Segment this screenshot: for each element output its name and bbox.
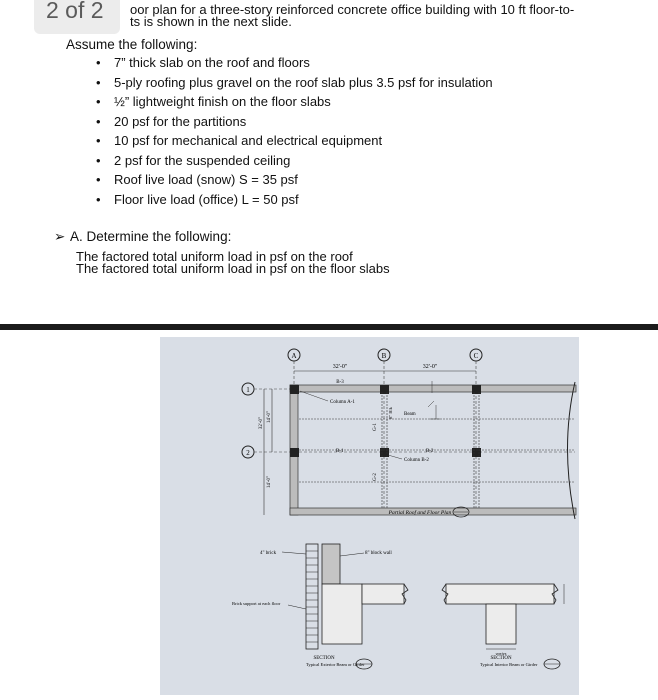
column-a2 <box>290 448 299 457</box>
structural-drawing <box>160 337 579 695</box>
label-column-b2: Column B-2 <box>404 458 429 463</box>
bullet-icon: • <box>96 113 101 129</box>
label-g2: G-2 <box>373 473 378 481</box>
list-item: • ½” lightweight finish on the floor slabs <box>96 92 493 112</box>
column-c1 <box>472 385 481 394</box>
slide-text-panel <box>0 0 658 324</box>
arrow-bullet-icon: ➢ <box>54 229 66 244</box>
grid-bubble-b <box>378 349 390 361</box>
label-4-brick: 4" brick <box>260 551 277 556</box>
top-wall <box>290 385 576 392</box>
label-g1: G-1 <box>373 423 378 431</box>
svg-text:B: B <box>381 352 387 360</box>
section1-title: SECTION <box>313 656 335 661</box>
column-a1 <box>290 385 299 394</box>
svg-text:1: 1 <box>246 386 250 394</box>
grid-bubble-a <box>288 349 300 361</box>
list-item: • 2 psf for the suspended ceiling <box>96 151 493 171</box>
label-8-block: 8" block wall <box>365 551 392 556</box>
svg-text:C: C <box>473 352 479 360</box>
label-b2: B-2 <box>426 449 434 454</box>
question-floor: The factored total uniform load in psf on the floor slabs <box>76 261 390 276</box>
grid-bubble-c <box>470 349 482 361</box>
slide-figure-panel <box>0 330 658 700</box>
section2-sub: Typical Interior Beam or Girder <box>480 662 538 667</box>
label-column-a1: Column A-1 <box>330 400 355 405</box>
assumption-list <box>96 53 493 209</box>
question-roof: The factored total uniform load in psf on the roof <box>76 249 353 264</box>
intro-line-2: ts is shown in the next slide. <box>130 14 292 29</box>
exterior-slab <box>362 584 404 604</box>
bullet-icon: • <box>96 133 101 148</box>
list-item: • Roof live load (snow) S = 35 psf <box>96 170 493 190</box>
assume-heading: Assume the following: <box>66 37 198 52</box>
dim-bay-2: 14'-0" <box>267 475 272 489</box>
section1-sub: Typical Exterior Beam or Girder <box>306 662 365 667</box>
bullet-icon: • <box>96 152 101 168</box>
label-b1: B-1 <box>336 449 344 454</box>
section-a-heading: ➢ A. Determine the following: <box>54 229 232 244</box>
interior-slab <box>446 584 554 604</box>
svg-text:A: A <box>291 352 297 360</box>
drawing-svg <box>160 337 579 695</box>
column-b2 <box>380 448 389 457</box>
slide-counter-badge <box>34 0 120 34</box>
label-beam: Beam <box>404 412 416 417</box>
column-c2 <box>472 448 481 457</box>
plan-caption: Partial Roof and Floor Plan <box>388 510 452 516</box>
list-item: • 20 psf for the partitions <box>96 112 493 132</box>
svg-text:2: 2 <box>246 449 250 457</box>
section2-title: SECTION <box>490 656 512 661</box>
label-varies: varies <box>495 651 507 656</box>
dim-bay-1: 14'-0" <box>267 410 272 424</box>
label-brick-support: Brick support at each floor <box>232 601 281 606</box>
bullet-icon: • <box>96 74 101 90</box>
grid-bubble-1 <box>242 383 254 395</box>
slide-counter: 2 of 2 <box>46 0 104 23</box>
bullet-icon: • <box>96 55 101 70</box>
interior-beam <box>486 604 516 644</box>
column-b1 <box>380 385 389 394</box>
bullet-icon: • <box>96 94 101 109</box>
dim-right-span: 32'-0" <box>422 364 438 370</box>
exterior-beam <box>322 584 362 644</box>
brick-wall <box>306 544 318 649</box>
block-wall-upper <box>322 544 340 584</box>
dim-total: 32'-0" <box>259 416 264 430</box>
bullet-icon: • <box>96 172 101 187</box>
label-wall-mark: 8" Blk <box>388 407 393 419</box>
bullet-icon: • <box>96 191 101 207</box>
list-item: • 10 psf for mechanical and electrical equipment <box>96 131 493 151</box>
dim-left-span: 32'-0" <box>332 364 348 370</box>
list-item: • 5-ply roofing plus gravel on the roof slab plus 3.5 psf for insulation <box>96 73 493 93</box>
intro-line-1: oor plan for a three-story reinforced concrete office building with 10 ft floor-to- <box>130 2 575 17</box>
grid-bubble-2 <box>242 446 254 458</box>
list-item: • Floor live load (office) L = 50 psf <box>96 190 493 210</box>
list-item: • 7” thick slab on the roof and floors <box>96 53 493 73</box>
label-b3: B-3 <box>336 380 344 385</box>
break-line <box>568 382 576 519</box>
